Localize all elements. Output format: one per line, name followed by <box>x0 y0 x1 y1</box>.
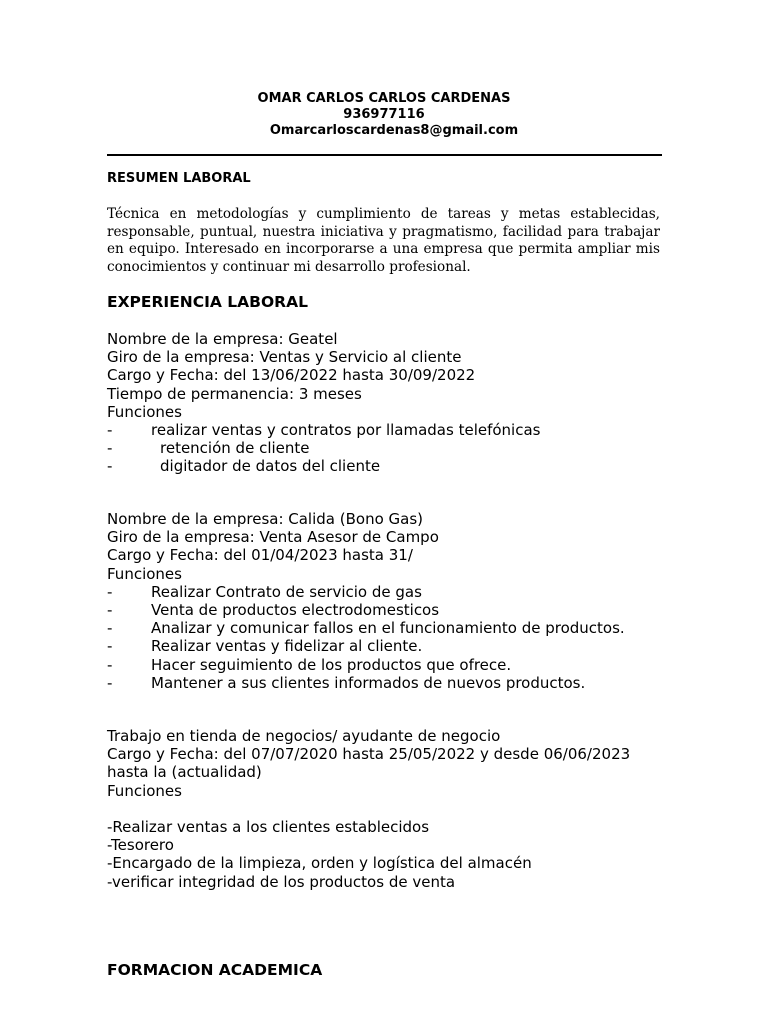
header-divider <box>107 154 662 156</box>
job-company: Trabajo en tienda de negocios/ ayudante de negocio <box>107 727 501 745</box>
summary-title: RESUMEN LABORAL <box>107 171 251 186</box>
function-item <box>107 601 625 619</box>
bullet-dash: - <box>107 637 113 656</box>
function-item <box>107 439 540 457</box>
function-text: Hacer seguimiento de los productos que ofrece. <box>151 655 512 674</box>
functions-label: Funciones <box>107 564 182 583</box>
bullet-dash: - <box>107 439 113 458</box>
bullet-dash: - <box>107 619 113 638</box>
function-item <box>107 583 625 601</box>
function-item: -Tesorero <box>107 836 174 855</box>
function-item: -verificar integridad de los productos de venta <box>107 872 456 891</box>
bullet-dash: - <box>107 457 113 476</box>
function-item: -Encargado de la limpieza, orden y logística del almacén <box>107 854 532 873</box>
job-position-date: Cargo y Fecha: del 13/06/2022 hasta 30/09/2022 <box>107 366 476 385</box>
function-text: Realizar ventas y fidelizar al cliente. <box>151 637 423 656</box>
job-tenure: Tiempo de permanencia: 3 meses <box>107 384 362 403</box>
bullet-dash: - <box>107 582 113 601</box>
bullet-dash: - <box>107 600 113 619</box>
function-text: Analizar y comunicar fallos en el funcionamiento de productos. <box>151 619 625 638</box>
applicant-email: Omarcarloscardenas8@gmail.com <box>269 123 519 138</box>
function-text: realizar ventas y contratos por llamadas telefónicas <box>151 420 541 439</box>
function-item <box>107 619 625 637</box>
bullet-dash: - <box>107 420 113 439</box>
job-company: Nombre de la empresa: Calida (Bono Gas) <box>107 510 424 528</box>
bullet-dash: - <box>107 655 113 674</box>
job-sector: Giro de la empresa: Ventas y Servicio al cliente <box>107 348 462 367</box>
job-geatel <box>107 330 540 476</box>
job-company: Nombre de la empresa: Geatel <box>107 330 338 348</box>
function-text: Realizar Contrato de servicio de gas <box>151 582 422 601</box>
function-item <box>107 457 540 475</box>
job-position-date: Cargo y Fecha: del 07/07/2020 hasta 25/05/2022 y desde 06/06/2023 <box>107 745 631 764</box>
bullet-dash: - <box>107 673 113 692</box>
function-text: Venta de productos electrodomesticos <box>151 600 440 619</box>
function-item <box>107 421 540 439</box>
experience-title: EXPERIENCIA LABORAL <box>107 293 308 311</box>
education-title: FORMACION ACADEMICA <box>107 961 323 979</box>
function-item <box>107 637 625 655</box>
function-item: -Realizar ventas a los clientes establecidos <box>107 817 430 836</box>
function-text: retención de cliente <box>160 439 310 458</box>
job-sector: Giro de la empresa: Venta Asesor de Campo <box>107 528 439 547</box>
summary-text: Técnica en metodologías y cumplimiento de tareas y metas establecidas, responsable, puntual, nuestra iniciativa y pragmatismo, facilidad para trabajar en equipo. Interesado en incorporarse a una empresa que permita ampliar mis conocimientos y continuar mi desarrollo profesional. <box>107 206 660 275</box>
functions-label: Funciones <box>107 781 182 800</box>
function-item <box>107 656 625 674</box>
job-store-assistant <box>107 727 630 891</box>
applicant-name: OMAR CARLOS CARLOS CARDENAS <box>257 91 511 106</box>
function-text: digitador de datos del cliente <box>160 457 381 476</box>
job-position-date: Cargo y Fecha: del 01/04/2023 hasta 31/ <box>107 546 413 565</box>
job-calida <box>107 510 625 692</box>
spacer <box>107 800 630 818</box>
functions-label: Funciones <box>107 402 182 421</box>
applicant-phone: 936977116 <box>343 107 425 122</box>
function-text: Mantener a sus clientes informados de nuevos productos. <box>151 673 586 692</box>
function-item <box>107 674 625 692</box>
job-position-date-continued: hasta la (actualidad) <box>107 763 262 782</box>
